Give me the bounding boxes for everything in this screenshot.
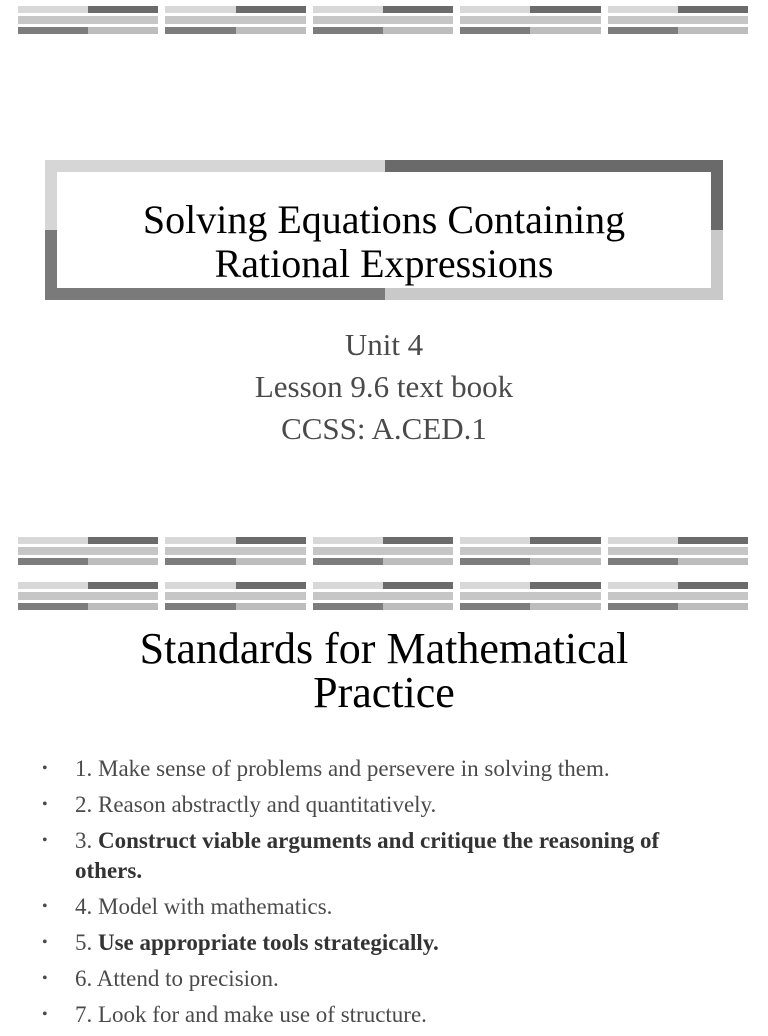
list-item bbox=[40, 790, 720, 820]
list-item-number: 4. bbox=[75, 894, 93, 919]
list-item-text: Construct viable arguments and critique the reasoning of others. bbox=[75, 828, 660, 883]
list-item-number: 3. bbox=[75, 828, 93, 853]
slide1-title-line1: Solving Equations Containing bbox=[142, 197, 626, 242]
list-item-number: 6. bbox=[75, 966, 93, 991]
decorative-stripe-slide1-bottom bbox=[18, 537, 748, 565]
subtitle-ccss: CCSS: A.CED.1 bbox=[281, 411, 487, 446]
slide2-title-line1: Standards for Mathematical bbox=[139, 624, 629, 673]
list-item-text: Attend to precision. bbox=[96, 966, 279, 991]
list-item-text: Use appropriate tools strategically. bbox=[98, 930, 439, 955]
decorative-stripe-top bbox=[18, 6, 748, 34]
list-item bbox=[40, 928, 720, 958]
bullet-icon: • bbox=[42, 832, 48, 849]
list-item-number: 1. bbox=[75, 756, 93, 781]
list-item-text: Look for and make use of structure. bbox=[98, 1002, 427, 1027]
bullet-icon: • bbox=[42, 934, 48, 951]
list-item-text: Make sense of problems and persevere in solving them. bbox=[98, 756, 610, 781]
decorative-stripe-slide2-top bbox=[18, 582, 748, 610]
bullet-icon: • bbox=[42, 760, 48, 777]
list-item bbox=[40, 964, 720, 994]
bullet-icon: • bbox=[42, 898, 48, 915]
subtitle-unit: Unit 4 bbox=[344, 327, 424, 362]
list-item bbox=[40, 1000, 720, 1030]
slide1-title bbox=[60, 198, 708, 286]
list-item bbox=[40, 892, 720, 922]
slide1-subtitle bbox=[60, 324, 708, 450]
bullet-icon: • bbox=[42, 1006, 48, 1023]
list-item-number: 7. bbox=[75, 1002, 93, 1027]
slide2-title-line2: Practice bbox=[313, 668, 455, 717]
subtitle-lesson: Lesson 9.6 text book bbox=[254, 369, 514, 404]
list-item-text: Reason abstractly and quantitatively. bbox=[98, 792, 437, 817]
list-item-number: 2. bbox=[75, 792, 93, 817]
slide2-title bbox=[40, 624, 728, 717]
list-item-text: Model with mathematics. bbox=[98, 894, 333, 919]
practice-list bbox=[40, 754, 720, 1036]
bullet-icon: • bbox=[42, 796, 48, 813]
list-item bbox=[40, 826, 720, 886]
bullet-icon: • bbox=[42, 970, 48, 987]
list-item bbox=[40, 754, 720, 784]
list-item-number: 5. bbox=[75, 930, 93, 955]
slide1-title-line2: Rational Expressions bbox=[214, 241, 554, 286]
